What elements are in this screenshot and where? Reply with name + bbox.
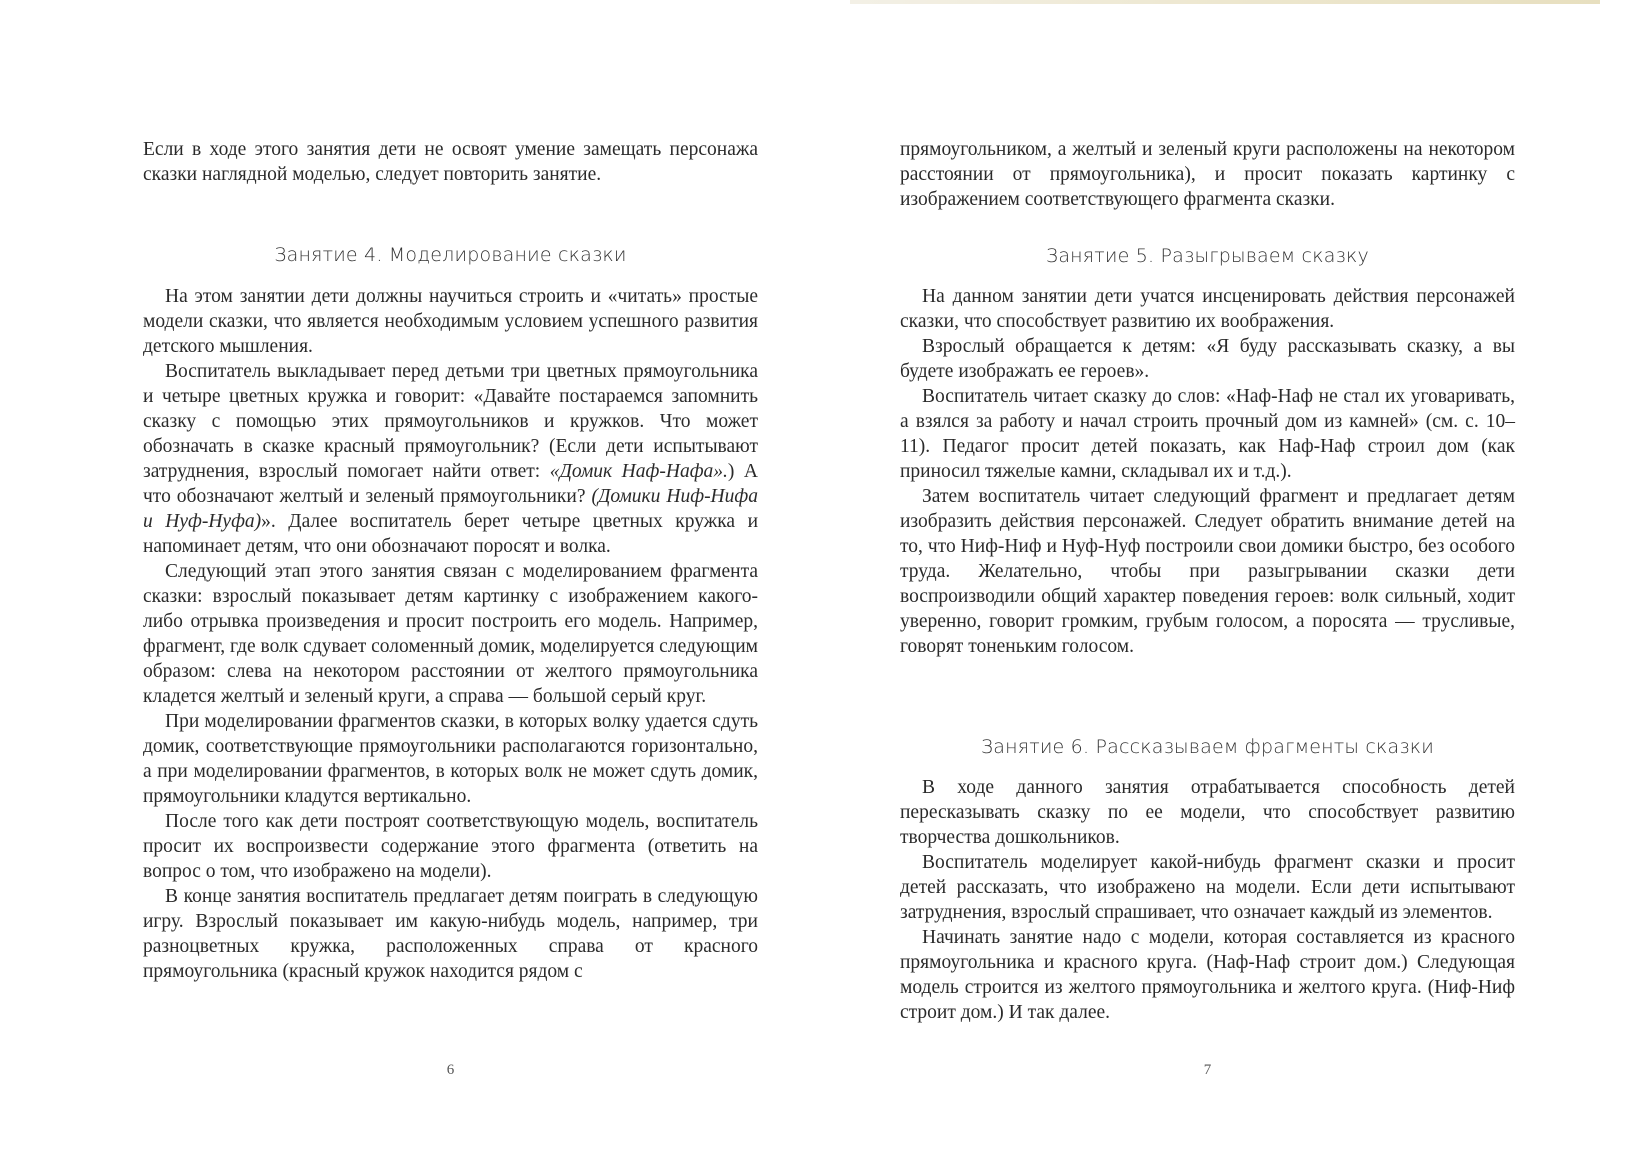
right-page-number: 7 [1203,1062,1212,1078]
right-body-1 [900,284,1515,659]
left-p2-italic-2: (Домики Ниф-Нифа и Нуф-Нуфа) [143,486,758,532]
lesson-4-heading: Занятие 4. Моделирование сказки [274,244,627,266]
right-paragraph-6: Воспитатель моделирует какой-нибудь фрагмент сказки и просит детей рассказать, что изображено на модели. Если дети испытывают затруднения, взрослый спрашивает, что означает каждый из элементов. [900,852,1515,923]
left-page-number: 6 [446,1062,455,1078]
left-paragraph-5: После того как дети построят соответствующую модель, воспитатель просит их воспроизвести содержание этого фрагмента (ответить на вопрос о том, что изображено на модели). [143,811,758,882]
left-paragraph-6: В конце занятия воспитатель предлагает детям поиграть в следующую игру. Взрослый показывает им какую-нибудь модель, например, три разноцветных кружка, расположенных справа от красного прямоугольника (красный кружок находится рядом с [143,886,758,982]
lesson-6-heading: Занятие 6. Рассказываем фрагменты сказки [981,736,1434,758]
right-body-2 [900,775,1515,1025]
right-continuation-block [900,137,1515,212]
left-p2-text-b: ) А что обозначают желтый и зеленый прямоугольники? [143,461,759,507]
left-page [143,0,758,1163]
right-paragraph-3: Воспитатель читает сказку до слов: «Наф-Наф не стал их уговаривать, а взялся за работу и начал строить прочный дом из камней» (см. с. 10–11). Педагог просит детей показать, как Наф-Наф строил дом (как приносил тяжелые камни, складывал их и т.д.). [900,386,1515,482]
left-paragraph-1: На этом занятии дети должны научиться строить и «читать» простые модели сказки, что является необходимым условием успешного развития детского мышления. [143,286,758,357]
right-continuation-paragraph: прямоугольником, а желтый и зеленый круги расположены на некотором расстоянии от прямоугольника), и просит показать картинку с изображением соответствующего фрагмента сказки. [900,139,1515,210]
right-paragraph-7: Начинать занятие надо с модели, которая составляется из красного прямоугольника и красного круга. (Наф-Наф строит дом.) Следующая модель строится из желтого прямоугольника и желтого круга. (Ниф-Ниф строит дом.) И так далее. [900,927,1515,1023]
right-paragraph-1: На данном занятии дети учатся инсценировать действия персонажей сказки, что способствует развитию их воображения. [900,286,1515,332]
right-page [900,0,1515,1163]
left-p2-text-c: ». Далее воспитатель берет четыре цветных кружка и напоминает детям, что они обозначают поросят и волка. [143,511,758,557]
left-p2-text-a: Воспитатель выкладывает перед детьми три цветных прямоугольника и четыре цветных кружка и говорит: «Давайте постараемся запомнить сказку с помощью этих прямоугольников и кружков. Что может обозначать в сказке красный прямоугольник? (Если дети испытывают затруднения, взрослый помогает найти ответ: [143,361,758,482]
right-paragraph-5: В ходе данного занятия отрабатывается способность детей пересказывать сказку по ее модели, что способствует развитию творчества дошкольников. [900,777,1515,848]
lesson-5-heading: Занятие 5. Разыгрываем сказку [1046,245,1369,267]
left-paragraph-4: При моделировании фрагментов сказки, в которых волку удается сдуть домик, соответствующие прямоугольники располагаются горизонтально, а при моделировании фрагментов, в которых волк не может сдуть домик, прямоугольники кладутся вертикально. [143,711,758,807]
right-paragraph-2: Взрослый обращается к детям: «Я буду рассказывать сказку, а вы будете изображать ее героев». [900,336,1515,382]
left-p2-italic-1: «Домик Наф-Нафа». [549,461,728,482]
left-intro-block [143,137,758,187]
left-body [143,284,758,984]
left-intro-paragraph: Если в ходе этого занятия дети не освоят умение замещать персонажа сказки наглядной моделью, следует повторить занятие. [143,139,758,185]
left-paragraph-2 [143,359,758,559]
left-paragraph-3: Следующий этап этого занятия связан с моделированием фрагмента сказки: взрослый показывает детям картинку с изображением какого-либо отрывка произведения и просит построить его модель. Например, фрагмент, где волк сдувает соломенный домик, моделируется следующим образом: слева на некотором расстоянии от желтого прямоугольника кладется желтый и зеленый круги, а справа — большой серый круг. [143,561,758,707]
right-paragraph-4: Затем воспитатель читает следующий фрагмент и предлагает детям изобразить действия персонажей. Следует обратить внимание детей на то, что Ниф-Ниф и Нуф-Нуф построили свои домики быстро, без особого труда. Желательно, чтобы при разыгрывании сказки дети воспроизводили общий характер поведения героев: волк сильный, ходит уверенно, говорит громким, грубым голосом, а поросята — трусливые, говорят тоненьким голосом. [900,486,1515,657]
